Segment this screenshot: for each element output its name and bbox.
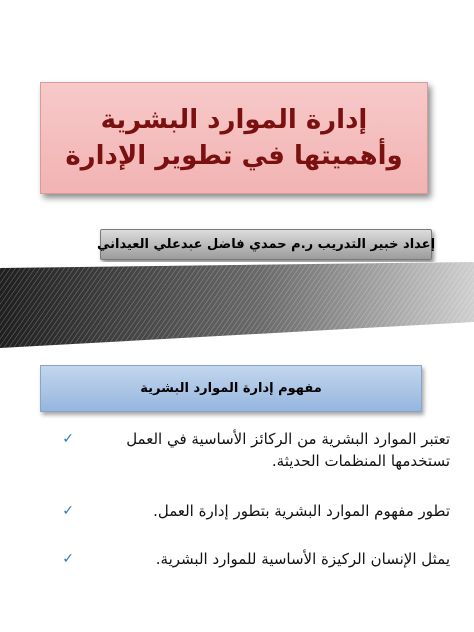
title-box xyxy=(40,82,428,194)
author-text: إعداد خبير التدريب ر.م حمدي فاضل عبدعلي العيداني xyxy=(96,237,436,252)
section-heading-box xyxy=(40,365,422,412)
decorative-band xyxy=(0,262,474,348)
bullet-text: تطور مفهوم الموارد البشرية بتطور إدارة العمل. xyxy=(153,502,450,520)
bullet-text: تعتبر الموارد البشرية من الركائز الأساسية في العمل تستخدمها المنظمات الحديثة. xyxy=(126,430,450,470)
bullet-text: يمثل الإنسان الركيزة الأساسية للموارد البشرية. xyxy=(155,550,450,568)
list-item xyxy=(62,500,450,522)
author-bar xyxy=(96,229,436,260)
list-item xyxy=(62,548,450,570)
list-item xyxy=(62,428,450,472)
check-icon: ✓ xyxy=(62,431,74,447)
check-icon: ✓ xyxy=(62,551,74,567)
slide-title: إدارة الموارد البشرية وأهميتها في تطوير الإدارة xyxy=(65,105,403,171)
check-icon: ✓ xyxy=(62,503,74,519)
section-heading: مفهوم إدارة الموارد البشرية xyxy=(140,381,322,396)
